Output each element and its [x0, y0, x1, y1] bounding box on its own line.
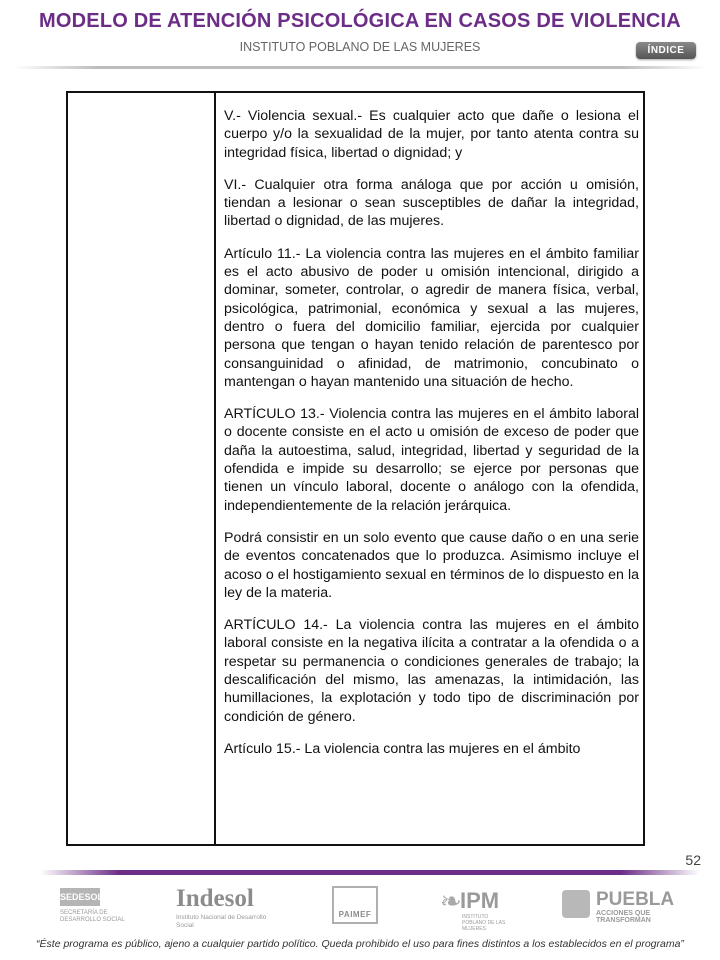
paimef-logo-name: PAIMEF	[338, 910, 372, 919]
paragraph-articulo-15: Artículo 15.- La violencia contra las mujeres en el ámbito	[224, 740, 581, 757]
index-button[interactable]: ÍNDICE	[636, 42, 696, 59]
indesol-logo-caption: Instituto Nacional de Desarrollo Social	[176, 914, 267, 929]
paragraph-articulo-13: ARTÍCULO 13.- Violencia contra las mujeres en el ámbito laboral o docente consiste en el acto u omisión de exceso de poder que daña la autoestima, salud, integridad, libertad y seguridad de la ofendida e impide su desarrollo; se ejerce por personas que tienen un vínculo laboral, docente o análogo con la ofendida, independientemente de la relación jerárquica.	[224, 406, 639, 514]
sponsor-logos	[0, 884, 720, 934]
puebla-logo-name: PUEBLA	[596, 889, 675, 910]
paragraph-forma-analoga: VI.- Cualquier otra forma análoga que por acción u omisión, tiendan a lesionar o sean susceptibles de dañar la integridad, libertad o dignidad, de las mujeres.	[224, 176, 639, 230]
paragraph-podra-consistir: Podrá consistir en un solo evento que cause daño o en una serie de eventos concatenados que lo produzca. Asimismo incluye el acoso o el hostigamiento sexual en términos de lo dispuesto en la ley de la materia.	[224, 529, 639, 601]
header-divider	[14, 66, 706, 69]
ipm-logo	[440, 884, 510, 930]
puebla-logo-caption: ACCIONES QUE TRANSFORMAN	[596, 910, 651, 924]
page-number: 52	[685, 852, 701, 868]
table-left-column	[68, 93, 216, 844]
puebla-logo	[562, 884, 692, 930]
footer-divider	[40, 870, 700, 875]
sedesol-logo-caption: SECRETARÍA DE DESARROLLO SOCIAL	[60, 910, 125, 923]
paimef-logo	[332, 886, 378, 924]
document-title: MODELO DE ATENCIÓN PSICOLÓGICA EN CASOS DE VIOLENCIA	[39, 10, 681, 32]
institute-subtitle: INSTITUTO POBLANO DE LAS MUJERES	[239, 40, 481, 54]
paragraph-violencia-sexual: V.- Violencia sexual.- Es cualquier acto que dañe o lesiona el cuerpo y/o la sexualidad de la mujer, por tanto atenta contra su integridad física, libertad o dignidad; y	[224, 108, 639, 161]
ipm-logo-name: IPM	[460, 888, 500, 913]
indesol-logo-name: Indesol	[176, 885, 254, 912]
scanned-law-table	[66, 91, 645, 846]
table-right-column	[216, 93, 643, 844]
indesol-logo	[176, 884, 276, 930]
sedesol-logo-name: SEDESOL	[60, 888, 100, 906]
ipm-emblem-icon: ❧	[440, 886, 462, 916]
sedesol-logo	[60, 884, 130, 930]
paragraph-articulo-14: ARTÍCULO 14.- La violencia contra las mujeres en el ámbito laboral consiste en la negativa ilícita a contratar a la ofendida o a respetar su permanencia o condiciones generales de trabajo; la descalificación del mismo, las amenazas, la intimidación, las humillaciones, la explotación y todo tipo de discriminación por condición de género.	[224, 617, 639, 725]
puebla-emblem-icon	[562, 890, 590, 918]
ipm-logo-caption: INSTITUTO POBLANO DE LAS MUJERES	[462, 914, 506, 932]
program-disclaimer: “Éste programa es público, ajeno a cualquier partido político. Queda prohibido el uso para fines distintos a los establecidos en el programa”	[36, 938, 684, 950]
paragraph-articulo-11: Artículo 11.- La violencia contra las mujeres en el ámbito familiar es el acto abusivo de poder u omisión intencional, dirigido a dominar, someter, controlar, o agredir de manera física, verbal, psicológica, patrimonial, económica y sexual a las mujeres, dentro o fuera del domicilio familiar, ejercida por cualquier persona que tengan o hayan tenido relación de parentesco por consanguinidad o afinidad, de matrimonio, concubinato o mantengan o hayan mantenido una situación de hecho.	[224, 245, 639, 390]
